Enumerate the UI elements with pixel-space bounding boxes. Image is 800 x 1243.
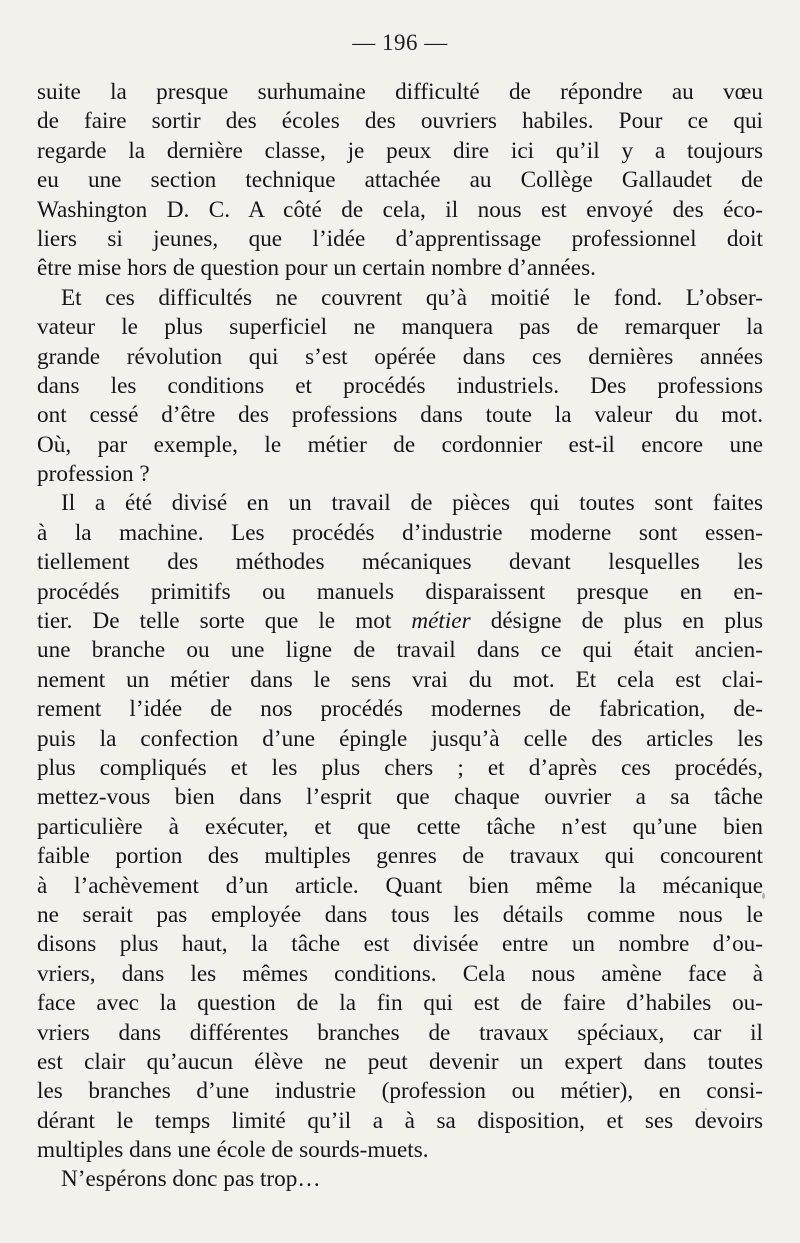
text-line: particulière à exécuter, et que cette tâche n’est qu’une bien	[37, 813, 763, 840]
text-line: nement un métier dans le sens vrai du mot. Et cela est clai-	[37, 666, 763, 693]
text-line: multiples dans une école de sourds-muets.	[37, 1137, 429, 1164]
text-line: ont cessé d’être des professions dans toute la valeur du mot.	[37, 402, 763, 429]
text-line: à la machine. Les procédés d’industrie moderne sont essen-	[37, 519, 763, 546]
text-line: regarde la dernière classe, je peux dire ici qu’il y a toujours	[37, 137, 763, 164]
text-segment: tier. De telle sorte que le mot	[37, 608, 392, 635]
paragraph-start-line: Et ces difficultés ne couvrent qu’à moitié le fond. L’obser-	[61, 284, 763, 311]
text-line: de faire sortir des écoles des ouvriers habiles. Pour ce qui	[37, 108, 763, 135]
text-line: vateur le plus superficiel ne manquera pas de remarquer la	[37, 314, 763, 341]
text-line-with-italic	[37, 607, 763, 636]
text-line: rement l’idée de nos procédés modernes de fabrication, de-	[37, 696, 763, 723]
text-line: dérant le temps limité qu’il a à sa disposition, et ses devoirs	[37, 1107, 763, 1134]
text-line: être mise hors de question pour un certain nombre d’années.	[37, 255, 596, 282]
text-line: tiellement des méthodes mécaniques devant lesquelles les	[37, 549, 763, 576]
ink-speck	[762, 893, 765, 899]
text-line: à l’achèvement d’un article. Quant bien même la mécanique	[37, 872, 763, 899]
text-line: Washington D. C. A côté de cela, il nous est envoyé des éco-	[37, 196, 763, 223]
text-line: face avec la question de la fin qui est de faire d’habiles ou-	[37, 990, 763, 1017]
text-line: profession ?	[37, 461, 150, 488]
text-line: ne serait pas employée dans tous les détails comme nous le	[37, 901, 763, 928]
text-line: liers si jeunes, que l’idée d’apprentissage professionnel doit	[37, 225, 763, 252]
text-line: Où, par exemple, le métier de cordonnier est-il encore une	[37, 431, 763, 458]
text-line: dans les conditions et procédés industriels. Des professions	[37, 372, 763, 399]
paragraph-start-line: N’espérons donc pas trop…	[61, 1166, 321, 1193]
text-line: les branches d’une industrie (profession ou métier), en consi-	[37, 1078, 763, 1105]
body-text	[37, 78, 763, 1195]
page-number: — 196 —	[352, 30, 448, 55]
text-line: eu une section technique attachée au Collège Gallaudet de	[37, 167, 763, 194]
text-line: suite la presque surhumaine difficulté de répondre au vœu	[37, 79, 763, 105]
text-line: grande révolution qui s’est opérée dans ces dernières années	[37, 343, 763, 370]
text-line: puis la confection d’une épingle jusqu’à celle des articles les	[37, 725, 763, 752]
text-line: une branche ou une ligne de travail dans ce qui était ancien-	[37, 637, 763, 664]
text-segment: désigne de plus en plus	[490, 608, 763, 635]
text-line: disons plus haut, la tâche est divisée entre un nombre d’ou-	[37, 931, 763, 958]
text-line: est clair qu’aucun élève ne peut devenir un expert dans toutes	[37, 1048, 763, 1075]
text-line: plus compliqués et les plus chers ; et d’après ces procédés,	[37, 754, 763, 781]
paragraph-start-line: Il a été divisé en un travail de pièces qui toutes sont faites	[61, 490, 763, 517]
text-line: procédés primitifs ou manuels disparaissent presque en en-	[37, 578, 763, 605]
text-line: faible portion des multiples genres de travaux qui concourent	[37, 843, 763, 870]
text-line: mettez-vous bien dans l’esprit que chaque ouvrier a sa tâche	[37, 784, 763, 811]
text-line: vriers, dans les mêmes conditions. Cela nous amène face à	[37, 960, 763, 987]
italic-word: métier	[411, 608, 471, 635]
ink-speck	[705, 1108, 707, 1110]
text-line: vriers dans différentes branches de travaux spéciaux, car il	[37, 1019, 763, 1046]
